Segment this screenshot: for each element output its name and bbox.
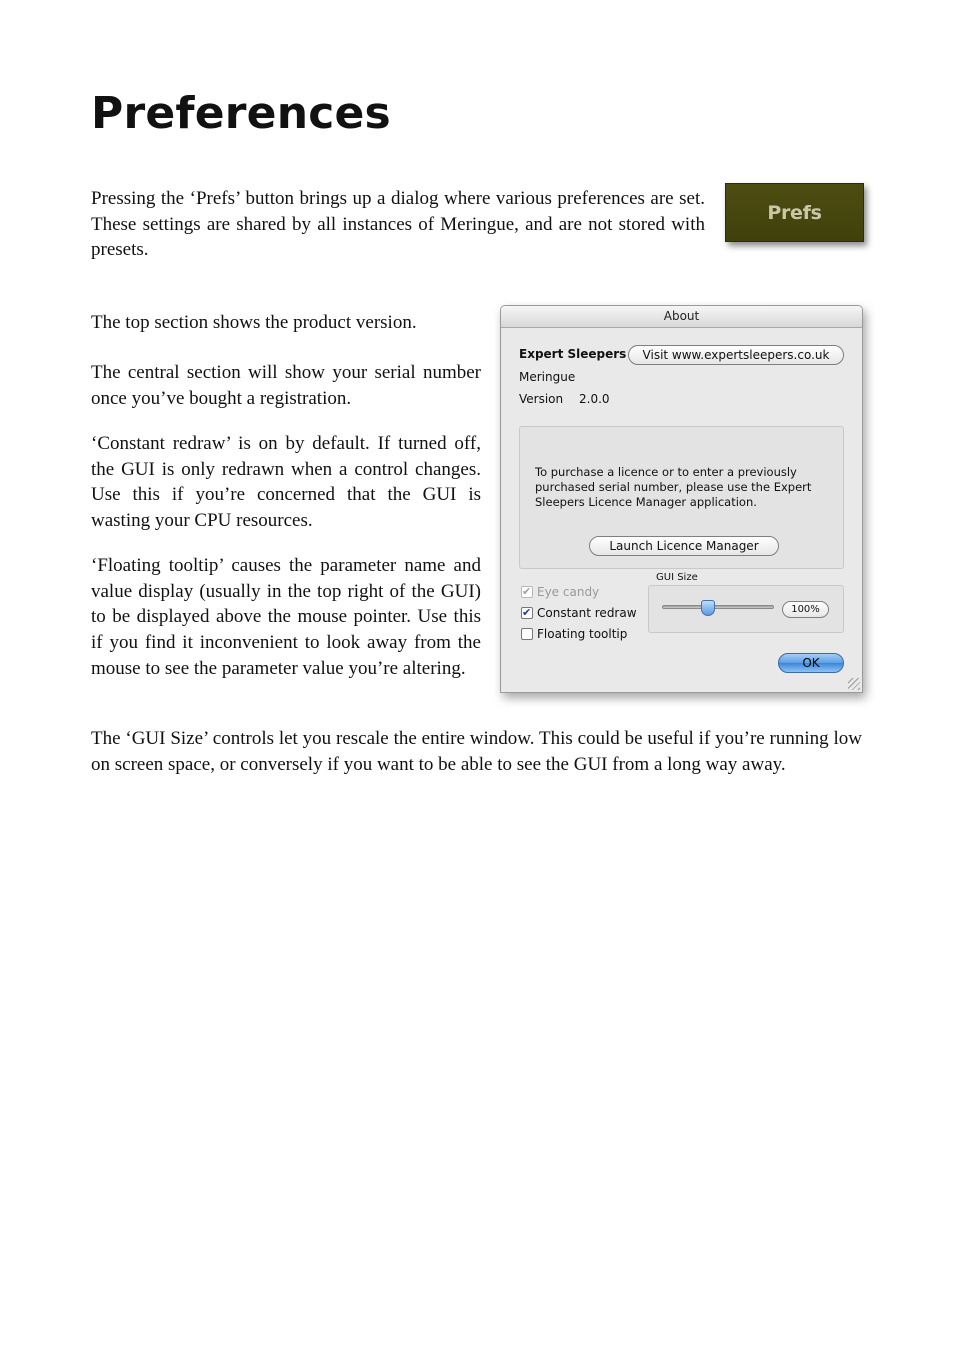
gui-size-label: GUI Size (656, 572, 698, 583)
floating-tooltip-paragraph: ‘Floating tooltip’ causes the parameter name and value display (usually in the top right of the GUI) to be displayed above the mouse pointer. Use this if you find it inconvenient to look away from the mouse to see the parameter value you’re altering. (91, 555, 481, 679)
intro-paragraph: Pressing the ‘Prefs’ button brings up a dialog where various preferences are set. These settings are shared by all instances of Meringue, and are not stored with presets. (91, 188, 705, 261)
eye-candy-checkbox-row[interactable] (521, 585, 599, 599)
constant-redraw-checkbox[interactable] (521, 607, 533, 619)
floating-tooltip-checkbox[interactable] (521, 628, 533, 640)
dialog-titlebar: About (501, 306, 862, 328)
licence-text: To purchase a licence or to enter a previously purchased serial number, please use the Expert Sleepers Licence Manager application. (535, 465, 812, 509)
eye-candy-label: Eye candy (537, 585, 600, 599)
ok-button[interactable]: OK (778, 653, 844, 673)
gui-size-slider-track[interactable] (662, 605, 774, 609)
resize-grip-icon[interactable] (848, 678, 860, 690)
eye-candy-checkbox[interactable] (521, 586, 533, 598)
version-value: 2.0.0 (579, 392, 610, 406)
page-title: Preferences (91, 88, 391, 139)
gui-size-slider-thumb[interactable] (701, 600, 715, 616)
version-label: Version (519, 392, 564, 406)
about-dialog (500, 305, 863, 693)
floating-tooltip-checkbox-row[interactable] (521, 627, 627, 641)
gui-size-paragraph: The ‘GUI Size’ controls let you rescale the entire window. This could be useful if you’re running low on screen space, or conversely if you want to be able to see the GUI from a long way away. (91, 728, 862, 775)
company-name: Expert Sleepers (519, 347, 627, 361)
visit-website-button[interactable]: Visit www.expertsleepers.co.uk (628, 345, 844, 365)
launch-licence-manager-button[interactable]: Launch Licence Manager (589, 536, 779, 556)
top-section-paragraph: The top section shows the product version. (91, 312, 417, 333)
prefs-button-label: Prefs (767, 201, 822, 224)
prefs-button-image (725, 183, 864, 242)
gui-size-value-field[interactable]: 100% (782, 601, 829, 618)
constant-redraw-checkbox-row[interactable] (521, 606, 637, 620)
constant-redraw-label: Constant redraw (537, 606, 637, 620)
floating-tooltip-label: Floating tooltip (537, 627, 628, 641)
central-section-paragraph: The central section will show your serial number once you’ve bought a registration. (91, 362, 481, 409)
product-name: Meringue (519, 370, 576, 384)
constant-redraw-paragraph: ‘Constant redraw’ is on by default. If turned off, the GUI is only redrawn when a control changes. Use this if you’re concerned that the GUI is wasting your CPU resources. (91, 433, 481, 532)
